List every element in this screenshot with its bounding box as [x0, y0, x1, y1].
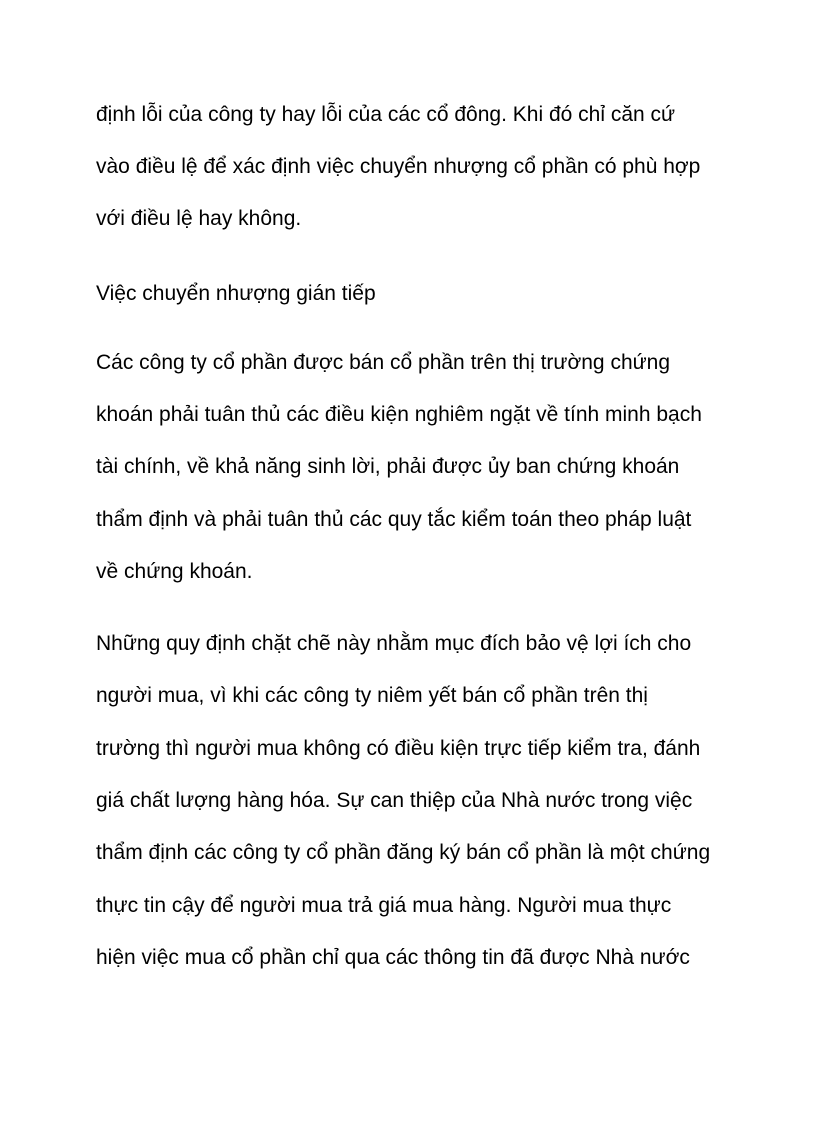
text-line: với điều lệ hay không.: [96, 207, 302, 230]
text-line: Những quy định chặt chẽ này nhằm mục đích bảo vệ lợi ích cho: [96, 632, 692, 655]
text-line: Các công ty cổ phần được bán cổ phần trên thị trường chứng: [96, 351, 671, 374]
text-line: trường thì người mua không có điều kiện trực tiếp kiểm tra, đánh: [96, 737, 701, 760]
text-line: thực tin cậy để người mua trả giá mua hàng. Người mua thực: [96, 894, 672, 917]
text-line: vào điều lệ để xác định việc chuyển nhượng cổ phần có phù hợp: [96, 155, 701, 178]
text-line: tài chính, về khả năng sinh lời, phải được ủy ban chứng khoán: [96, 455, 680, 478]
section-heading: Việc chuyển nhượng gián tiếp: [96, 282, 376, 305]
text-line: định lỗi của công ty hay lỗi của các cổ đông. Khi đó chỉ căn cứ: [96, 103, 676, 126]
text-line: giá chất lượng hàng hóa. Sự can thiệp của Nhà nước trong việc: [96, 789, 693, 812]
text-line: hiện việc mua cổ phần chỉ qua các thông tin đã được Nhà nước: [96, 946, 690, 969]
text-line: thẩm định và phải tuân thủ các quy tắc kiểm toán theo pháp luật: [96, 508, 692, 531]
text-line: thẩm định các công ty cổ phần đăng ký bán cổ phần là một chứng: [96, 841, 711, 864]
text-line: về chứng khoán.: [96, 560, 253, 583]
text-line: khoán phải tuân thủ các điều kiện nghiêm ngặt về tính minh bạch: [96, 403, 702, 426]
text-line: người mua, vì khi các công ty niêm yết bán cổ phần trên thị: [96, 684, 648, 707]
